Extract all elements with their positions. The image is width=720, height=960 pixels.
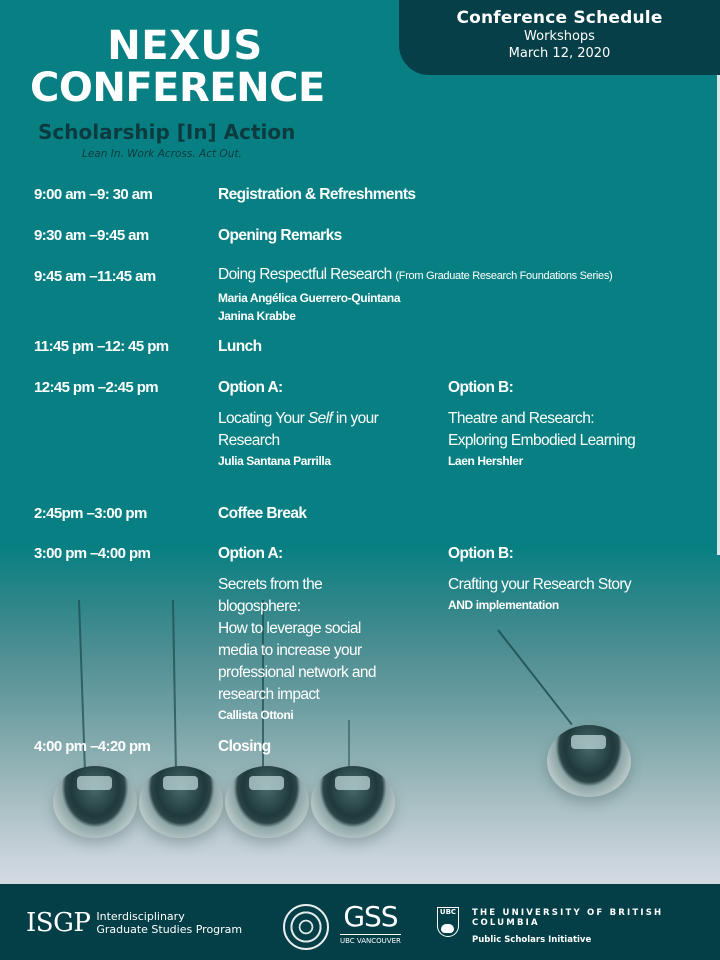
session-title-line: blogosphere: bbox=[218, 598, 301, 615]
pendulum-ball bbox=[311, 766, 395, 838]
speaker-name: Callista Ottoni bbox=[218, 708, 294, 722]
pendulum-ball bbox=[139, 766, 223, 838]
event-title bbox=[218, 266, 612, 284]
option-a-session bbox=[218, 574, 438, 724]
pendulum-ball bbox=[225, 766, 309, 838]
gss-emblem-icon bbox=[283, 904, 329, 950]
time-slot: 12:45 pm –2:45 pm bbox=[34, 379, 159, 396]
time-slot: 9:30 am –9:45 am bbox=[34, 227, 149, 244]
session-title-emphasis: Self bbox=[307, 410, 333, 427]
isgp-name bbox=[96, 910, 242, 936]
session-title-line: Secrets from the bbox=[218, 576, 323, 593]
ubc-university-name: THE UNIVERSITY OF BRITISH COLUMBIA bbox=[472, 908, 664, 928]
session-title-line: research impact bbox=[218, 686, 320, 703]
time-slot: 11:45 pm –12: 45 pm bbox=[34, 338, 169, 355]
isgp-name-line: Interdisciplinary bbox=[96, 910, 185, 923]
session-title: in your Research bbox=[218, 410, 379, 449]
option-b-label: Option B: bbox=[448, 379, 514, 396]
nexus-conference-logo bbox=[30, 23, 340, 160]
ubc-crest-sun bbox=[441, 924, 454, 933]
header-title: Conference Schedule bbox=[456, 8, 663, 28]
speaker-name: Maria Angélica Guerrero-Quintana bbox=[218, 291, 401, 305]
logo-motto: Lean In. Work Across. Act Out. bbox=[82, 148, 242, 160]
event-title: Coffee Break bbox=[218, 505, 307, 522]
event-title: Registration & Refreshments bbox=[218, 186, 416, 203]
isgp-logo bbox=[26, 908, 242, 938]
logo-tagline: Scholarship [In] Action bbox=[38, 120, 296, 144]
gss-location: UBC VANCOUVER bbox=[340, 934, 401, 945]
ubc-logo-text bbox=[472, 908, 720, 945]
option-b-session bbox=[448, 574, 698, 614]
event-title: Lunch bbox=[218, 338, 262, 355]
sponsor-footer bbox=[0, 884, 720, 960]
event-title-text: Doing Respectful Research bbox=[218, 266, 392, 283]
pendulum-ball bbox=[53, 766, 137, 838]
header-date: March 12, 2020 bbox=[508, 46, 611, 61]
time-slot: 4:00 pm –4:20 pm bbox=[34, 738, 151, 755]
event-series-note: (From Graduate Research Foundations Series) bbox=[395, 270, 613, 282]
ubc-program-name: Public Scholars Initiative bbox=[472, 935, 592, 945]
option-b-label: Option B: bbox=[448, 545, 514, 562]
gss-mark: GSS bbox=[343, 900, 398, 933]
ubc-crest-label: UBC bbox=[439, 908, 457, 916]
isgp-name-line: Graduate Studies Program bbox=[96, 923, 243, 936]
gss-logo bbox=[340, 902, 401, 945]
time-slot: 3:00 pm –4:00 pm bbox=[34, 545, 151, 562]
isgp-mark: ISGP bbox=[26, 908, 91, 938]
session-title-line: media to increase your bbox=[218, 642, 362, 659]
header-subtitle: Workshops bbox=[524, 29, 595, 44]
pendulum-ball-swinging bbox=[547, 725, 631, 797]
session-title-line: professional network and bbox=[218, 664, 376, 681]
logo-line-nexus: NEXUS bbox=[107, 23, 263, 69]
option-a-label: Option A: bbox=[218, 379, 283, 396]
speaker-name: Laen Hershler bbox=[448, 454, 523, 468]
speaker-name: Janina Krabbe bbox=[218, 309, 296, 323]
session-title: Theatre and Research: bbox=[448, 410, 594, 427]
session-title-line: How to leverage social bbox=[218, 620, 361, 637]
speaker-name: Julia Santana Parrilla bbox=[218, 454, 331, 468]
time-slot: 9:45 am –11:45 am bbox=[34, 268, 156, 285]
session-title: Crafting your Research Story bbox=[448, 576, 632, 593]
option-b-session bbox=[448, 408, 698, 470]
option-a-label: Option A: bbox=[218, 545, 283, 562]
option-a-session bbox=[218, 408, 428, 470]
logo-line-conference: CONFERENCE bbox=[30, 65, 325, 111]
session-title: Exploring Embodied Learning bbox=[448, 432, 636, 449]
pendulum-string bbox=[348, 720, 350, 770]
session-subtitle: AND implementation bbox=[448, 598, 559, 612]
event-title: Opening Remarks bbox=[218, 227, 342, 244]
time-slot: 2:45pm –3:00 pm bbox=[34, 505, 147, 522]
schedule-header-badge bbox=[399, 0, 720, 75]
ubc-crest-icon bbox=[437, 907, 459, 937]
session-title: Locating Your bbox=[218, 410, 308, 427]
time-slot: 9:00 am –9: 30 am bbox=[34, 186, 153, 203]
event-title: Closing bbox=[218, 738, 271, 755]
